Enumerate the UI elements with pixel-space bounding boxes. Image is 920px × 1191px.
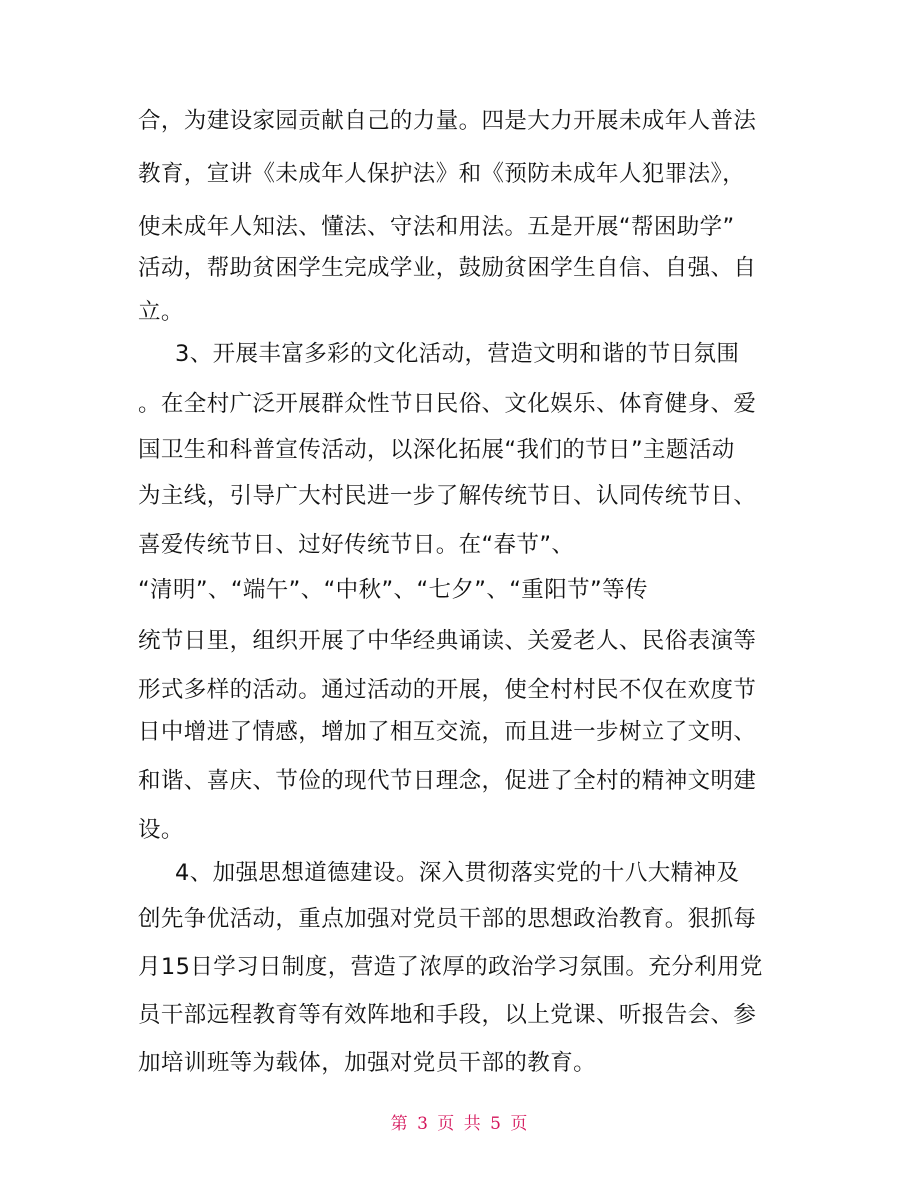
text-line: 喜爱传统节日、过好传统节日。在“春节”、 xyxy=(138,532,575,558)
text-line: 统节日里，组织开展了中华经典诵读、关爱老人、民俗表演等 xyxy=(138,628,757,654)
text-line: 使未成年人知法、懂法、守法和用法。五是开展“帮困助学” xyxy=(138,214,735,240)
text-line: 和谐、喜庆、节俭的现代节日理念，促进了全村的精神文明建 xyxy=(138,768,757,794)
page-number-footer: 第 3 页 共 5 页 xyxy=(390,1114,530,1134)
text-line: “清明”、“端午”、“中秋”、“七夕”、“重阳节”等传 xyxy=(138,577,648,603)
paragraph-3-first-line: 3、开展丰富多彩的文化活动，营造文明和谐的节日氛围 xyxy=(175,341,740,367)
text-line: 活动，帮助贫困学生完成学业，鼓励贫困学生自信、自强、自 xyxy=(138,255,757,281)
text-line: 加培训班等为载体，加强对党员干部的教育。 xyxy=(138,1050,597,1076)
text-line: 形式多样的活动。通过活动的开展，使全村村民不仅在欢度节 xyxy=(138,677,757,703)
text-line: 。在全村广泛开展群众性节日民俗、文化娱乐、体育健身、爱 xyxy=(138,391,757,417)
text-line: 教育，宣讲《未成年人保护法》和《预防未成年人犯罪法》， xyxy=(138,161,746,187)
text-line: 员干部远程教育等有效阵地和手段，以上党课、听报告会、参 xyxy=(138,1002,757,1028)
text-line: 月15日学习日制度，营造了浓厚的政治学习氛围。充分利用党 xyxy=(138,954,763,980)
paragraph-4-first-line: 4、加强思想道德建设。深入贯彻落实党的十八大精神及 xyxy=(175,860,740,886)
text-line: 日中增进了情感，增加了相互交流，而且进一步树立了文明、 xyxy=(138,719,757,745)
text-line: 立。 xyxy=(138,299,184,325)
text-line: 国卫生和科普宣传活动，以深化拓展“我们的节日”主题活动 xyxy=(138,437,735,463)
text-line: 合，为建设家园贡献自己的力量。四是大力开展未成年人普法 xyxy=(138,108,757,134)
text-line: 为主线，引导广大村民进一步了解传统节日、认同传统节日、 xyxy=(138,483,757,509)
text-line: 创先争优活动，重点加强对党员干部的思想政治教育。狠抓每 xyxy=(138,906,757,932)
text-line: 设。 xyxy=(138,817,184,843)
